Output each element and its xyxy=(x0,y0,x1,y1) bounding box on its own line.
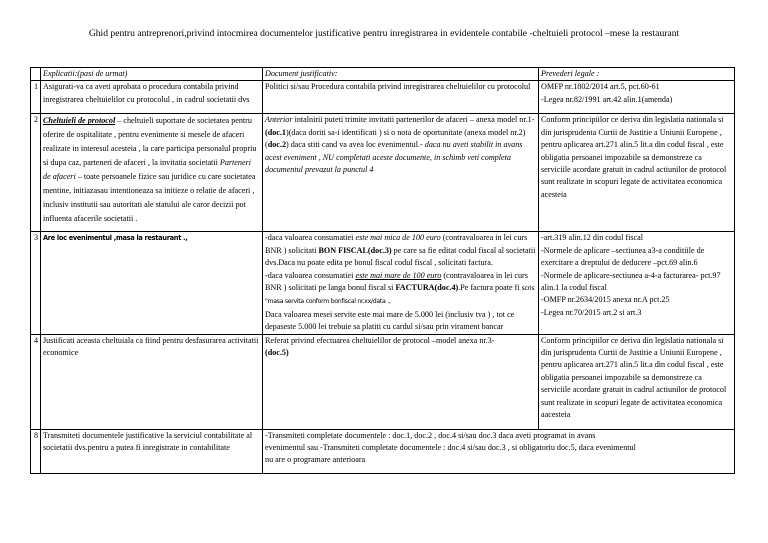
doc-text: intalnirii puteti trimite invitatii partenerilor de afaceri – anexa model nr.1- xyxy=(292,115,535,125)
row-number: 8 xyxy=(31,429,41,473)
doc-text: -daca valoarea consumatiei xyxy=(265,233,356,243)
row-number: 2 xyxy=(31,114,41,232)
doc-paragraph xyxy=(265,270,536,309)
prevederi-line: OMFP nr.1802/2014 art.5, pct.60-61 xyxy=(541,82,660,92)
doc-note: scris "masa servita conform bonfiscal nr.xx/data ., xyxy=(265,285,535,306)
partners-term: Parteneri de afaceri xyxy=(43,158,251,182)
prevederi-line: -Normele de aplicare-sectiunea a-4-a facturarea- pct.97 alin.1 la codul fiscal xyxy=(541,270,721,293)
prevederi-line: -OMFP nr.2634/2015 anexa nr.A pct.25 xyxy=(541,295,670,305)
doc-text: -Transmiteti completate documentele : doc.1, doc.2 , doc.4 si/sau doc.3 daca aveti programat in avans evenimentul sau -Transmiteti completate documentele : doc.4 si/sau doc.3 , si obligatoriu doc.5, daca evenimentul nu are o programare anterioara xyxy=(265,430,636,465)
row-number: 3 xyxy=(31,232,41,334)
explicatii-text: Are loc evenimentul ,masa la restaurant ., xyxy=(43,234,188,243)
doc-text: )(daca doriti sa-i identificati ) si o nota de oportunitate (anexa model nr.2)( xyxy=(265,127,526,150)
doc-paragraph: Daca valoarea mesei servite este mai mare de 5.000 lei (inclusiv tva ) , tot ce depaseste 5.000 lei trebuie sa platiti cu cardul si/sau prin virament bancar xyxy=(265,309,515,332)
doc-ref: FACTURA(doc.4) xyxy=(395,283,459,293)
prevederi-line: -art.319 alin.12 din codul fiscal xyxy=(541,233,643,243)
row-explicatii xyxy=(41,114,263,232)
row-number-empty xyxy=(31,68,41,81)
doc-note: daca nu aveti stabilit in avans acest eveniment , NU completati aceste documente, in schimb veti completa documentul prevazut la punctul 4 xyxy=(265,140,523,175)
table-header-row xyxy=(31,68,735,81)
doc-threshold: este mai mica de 100 euro xyxy=(355,233,441,243)
document-title: Ghid pentru antreprenori,privind intocmirea documentelor justificative pentru inregistrarea in evidentele contabile -cheltuieli protocol –mese la restaurant xyxy=(88,28,680,39)
doc-ref: (doc.1 xyxy=(265,127,286,137)
header-explicatii: Explicatii:(pasi de urmat) xyxy=(41,68,263,81)
row-number: 4 xyxy=(31,334,41,429)
prevederi-line: -Legea nr.70/2015 art.2 si art.3 xyxy=(541,307,642,317)
row-explicatii: Justificati aceasta cheltuiala ca fiind pentru desfasurarea activitatii economice xyxy=(41,334,263,429)
doc-text: .Pe factura poate fi xyxy=(458,283,522,293)
row-number: 1 xyxy=(31,81,41,114)
row-prevederi: Conform principiilor ce deriva din legislatia nationala si din jurisprudenta Curtii de Justitie a Uniunii Europene , pentru aplicarea art.271 alin.5 lit.a din codul fiscal , este obligatia persoanei impozabile sa demonstreze ca serviciile acordate gratuit in cadrul actiunilor de protocol sunt realizate in scopuri legate de activitatea economica acesteia xyxy=(539,114,735,232)
header-prevederi: Prevederi legale : xyxy=(539,68,735,81)
row-document xyxy=(263,114,539,232)
doc-ref: doc.2 xyxy=(267,140,286,150)
doc-ref: BON FISCAL(doc.3) xyxy=(318,245,392,255)
doc-text: -daca valoarea consumatiei xyxy=(265,270,356,280)
guide-table xyxy=(30,67,735,474)
prevederi-line: -Normele de aplicare –sectiunea a3-a conditiile de exercitare a dreptului de deducere –pct.69 alin.6 xyxy=(541,245,705,268)
row-document xyxy=(263,334,539,429)
doc-threshold: este mai mare de 100 euro xyxy=(355,270,442,280)
doc-text: Anterior xyxy=(265,115,293,125)
prevederi-line: -Legea nr.82/1991 art.42 alin.1(amenda) xyxy=(541,94,673,104)
explicatii-text: – toate persoanele fizice sau juridice cu care societatea mentine, initiazasau intentioneaza sa initieze o relatie de afaceri , inclusiv institutii sau autoritati ale statului ale caror decizii pot influenta afacerile societatii . xyxy=(43,172,256,223)
table-row xyxy=(31,334,735,429)
row-prevederi: Conform principiilor ce deriva din legislatia nationala si din jurisprudenta Curtii de Justitie a Uniunii Europene , pentru aplicarea art.271 alin.5 lit.a din codul fiscal , este obligatia persoanei impozabile sa demonstreze ca serviciile acordate gratuit in cadrul actiunilor de protocol sunt realizate in scopuri legate de activitatea economica aacesteia xyxy=(539,334,735,429)
doc-paragraph xyxy=(265,232,536,269)
doc-text: pe care sa fie editat codul fiscal al societatii dvs.Daca nu poate edita pe bonul fiscal codul fiscal , solicitati factura. xyxy=(265,245,536,268)
doc-ref: (doc.5) xyxy=(265,348,289,358)
row-document: Politici si/sau Procedura contabila privind inregistrarea cheltuielilor cu protocolul xyxy=(263,81,539,114)
table-row xyxy=(31,232,735,334)
protocol-definition-term: Cheltuieli de protocol xyxy=(43,116,116,126)
table-row xyxy=(31,114,735,232)
explicatii-text: – cheltuieli suportate de societatea pentru oferire de ospitalitate , pentru evenimente si mesele de afaceri realizate in interesul acesteia , la care participa personalul propriu si dupa caz, parteneri de afaceri , la invitatia societatii xyxy=(43,116,257,168)
row-explicatii xyxy=(41,232,263,334)
row-prevederi xyxy=(539,232,735,334)
table-row xyxy=(31,81,735,114)
header-document: Document justificativ: xyxy=(263,68,539,81)
row-explicatii: Transmiteti documentele justificative la serviciul contabilitate al societatii dvs.pentru a putea fi inregistrate in contabilitate xyxy=(41,429,263,473)
doc-text: ) daca stiti cand va avea loc evenimentul.- xyxy=(286,140,425,150)
row-document xyxy=(263,232,539,334)
row-prevederi xyxy=(539,81,735,114)
row-explicatii: Asigurati-va ca aveti aprobata o procedura contabila privind inregistrarea cheltuielilor cu protocolul , in cadrul societatii dvs xyxy=(41,81,263,114)
row-document xyxy=(263,429,735,473)
doc-text: (contravaloarea in lei curs BNR ) solicitati pe langa bonul fiscal si xyxy=(265,270,528,293)
table-row xyxy=(31,429,735,473)
doc-text: (contravaloarea in lei curs BNR ) solicitati xyxy=(265,233,528,255)
doc-text: Referat privind efectuarea cheltuielilor de protocol –model anexa nr.3- xyxy=(265,335,495,345)
